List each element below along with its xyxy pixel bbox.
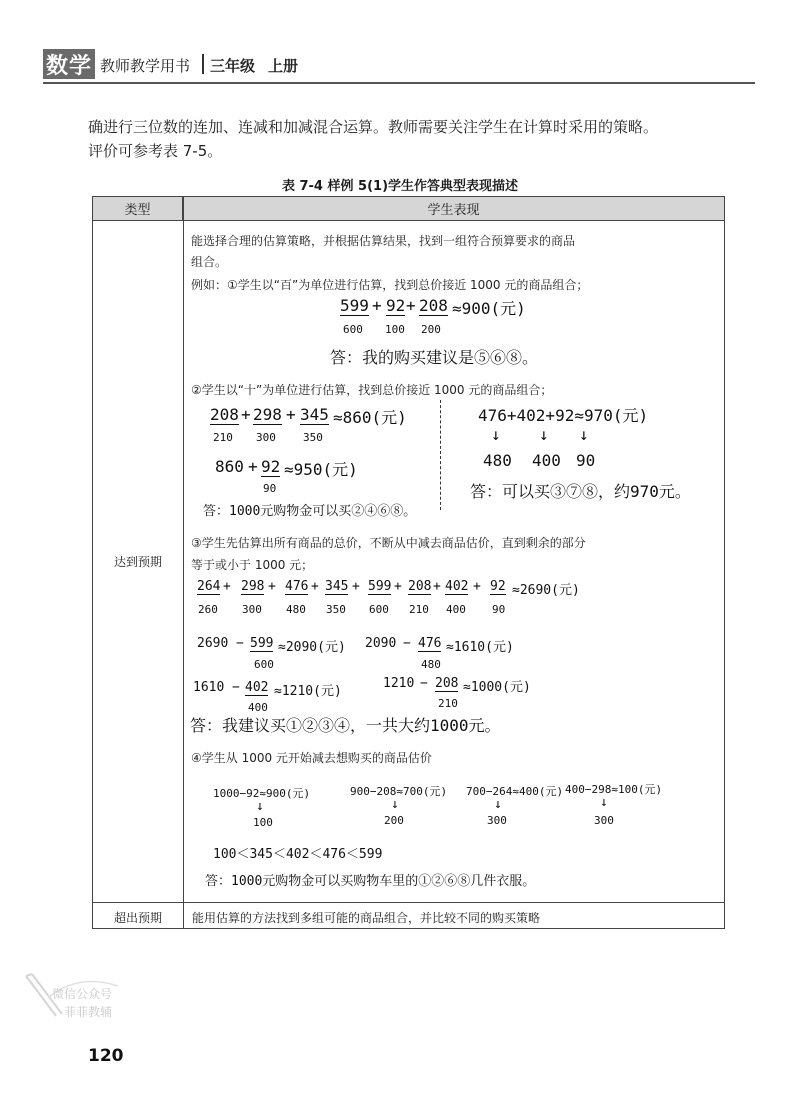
hw-op: − — [403, 636, 411, 651]
hw-op: + — [241, 405, 251, 424]
hw-result: ≈1210(元) — [274, 684, 342, 699]
book-title: 教师教学用书 — [100, 57, 191, 75]
hw-term: 298 — [241, 579, 265, 594]
hw-estimate: 100 — [385, 323, 405, 336]
hw-term: 92 — [261, 457, 281, 476]
hw-op: + — [406, 296, 416, 315]
hw-op: + — [433, 579, 441, 594]
hw-estimate: 210 — [409, 603, 429, 616]
hw-op: + — [394, 579, 402, 594]
criteria-line-1: 能选择合理的估算策略，并根据估算结果，找到一组符合预算要求的商品 — [191, 234, 576, 248]
hw-estimate: 400 — [248, 701, 268, 714]
example-1-text: 例如：①学生以“百”为单位进行估算，找到总价接近 1000 元的商品组合； — [191, 278, 589, 292]
hw-term: 599 — [368, 579, 392, 594]
hw-term: 208 — [419, 296, 448, 315]
arrow-icon: ↓ — [256, 799, 264, 814]
hw-term: 345 — [325, 579, 349, 594]
hw-estimate: 100 — [253, 816, 273, 829]
grade-label: 三年级 — [210, 57, 256, 75]
hw-op: − — [232, 680, 240, 695]
subject-logo: 数学 — [43, 49, 95, 79]
col-header-type: 类型 — [93, 197, 183, 221]
hw-term: 264 — [197, 579, 221, 594]
hw-term: 402 — [245, 680, 269, 695]
volume-label: 上册 — [268, 57, 299, 75]
intro-line-2: 评价可参考表 7-5。 — [88, 142, 223, 160]
hw-answer: 答：我建议买①②③④，一共大约1000元。 — [190, 716, 501, 735]
hw-answer: 答：我的购买建议是⑤⑥⑧。 — [330, 348, 539, 367]
example-2-divider — [440, 400, 441, 510]
column-divider — [183, 197, 184, 928]
hw-term: 860 — [215, 457, 244, 476]
row-divider — [93, 902, 724, 903]
hw-term: 476 — [418, 636, 442, 651]
row-label-meets: 达到预期 — [113, 555, 162, 569]
hw-term: 476 — [285, 579, 309, 594]
example-3-line-1: ③学生先估算出所有商品的总价，不断从中减去商品估价，直到剩余的部分 — [191, 536, 586, 550]
arrow-icon: ↓ — [600, 795, 608, 810]
hw-term: 208 — [435, 676, 459, 691]
hw-term: 92 — [490, 579, 506, 594]
hw-expression: 900−208≈700(元) — [350, 785, 448, 798]
hw-term: 599 — [340, 296, 369, 315]
hw-estimate: 210 — [438, 697, 458, 710]
hw-op: − — [420, 676, 428, 691]
hw-estimate: 400 — [446, 603, 466, 616]
hw-op: + — [352, 579, 360, 594]
hw-estimate: 600 — [343, 323, 363, 336]
hw-estimate: 480 — [483, 451, 512, 470]
header-rule — [43, 82, 755, 84]
hw-estimate: 300 — [487, 814, 507, 827]
arrow-icon: ↓ — [579, 425, 589, 444]
hw-estimate: 300 — [594, 814, 614, 827]
hw-estimate: 350 — [326, 603, 346, 616]
hw-op: + — [286, 405, 296, 424]
table-caption: 表 7-4 样例 5(1)学生作答典型表现描述 — [281, 179, 519, 194]
hw-result: ≈950(元) — [284, 460, 358, 479]
hw-term: 208 — [210, 405, 239, 424]
hw-result: ≈2090(元) — [278, 640, 346, 655]
hw-result: ≈2690(元) — [512, 583, 580, 598]
hw-estimate: 300 — [242, 603, 262, 616]
hw-estimate: 480 — [421, 658, 441, 671]
hw-term: 1210 — [383, 676, 415, 691]
watermark-line-1: 微信公众号 — [52, 987, 113, 1001]
hw-term: 345 — [300, 405, 329, 424]
hw-estimate: 260 — [198, 603, 218, 616]
header-separator — [202, 54, 204, 74]
hw-estimate: 600 — [369, 603, 389, 616]
hw-estimate: 350 — [303, 431, 323, 444]
hw-estimate: 200 — [384, 814, 404, 827]
criteria-line-2: 组合。 — [191, 255, 228, 269]
hw-term: 92 — [386, 296, 406, 315]
hw-op: + — [268, 579, 276, 594]
hw-expression: 1000−92≈900(元) — [213, 787, 311, 800]
hw-estimate: 480 — [286, 603, 306, 616]
col-header-performance: 学生表现 — [183, 197, 724, 221]
hw-op: − — [236, 636, 244, 651]
hw-estimate: 600 — [254, 658, 274, 671]
watermark-line-2: 菲菲教辅 — [64, 1005, 113, 1019]
example-4-text: ④学生从 1000 元开始减去想购买的商品估价 — [191, 751, 432, 765]
row-label-exceeds: 超出预期 — [113, 911, 162, 925]
hw-term: 1610 — [193, 680, 225, 695]
hw-answer: 答：1000元购物金可以买购物车里的①②⑥⑧几件衣服。 — [205, 874, 536, 889]
hw-result: ≈1000(元) — [463, 680, 531, 695]
hw-estimate: 200 — [421, 323, 441, 336]
hw-term: 2090 — [365, 636, 397, 651]
hw-op: + — [473, 579, 481, 594]
hw-term: 402 — [445, 579, 469, 594]
arrow-icon: ↓ — [539, 425, 549, 444]
intro-line-1: 确进行三位数的连加、连减和加减混合运算。教师需要关注学生在计算时采用的策略。 — [88, 118, 659, 136]
hw-estimate: 90 — [492, 603, 506, 616]
hw-term: 298 — [253, 405, 282, 424]
hw-result: ≈1610(元) — [446, 640, 514, 655]
hw-estimate: 90 — [263, 482, 277, 495]
hw-expression: 700−264≈400(元) — [466, 785, 564, 798]
arrow-icon: ↓ — [491, 425, 501, 444]
hw-estimate: 300 — [256, 431, 276, 444]
hw-term: 599 — [250, 636, 274, 651]
hw-term: 208 — [408, 579, 432, 594]
example-2-text: ②学生以“十”为单位进行估算，找到总价接近 1000 元的商品组合； — [191, 383, 553, 397]
arrow-icon: ↓ — [391, 797, 399, 812]
hw-term: 2690 — [197, 636, 229, 651]
hw-expression: 400−298≈100(元) — [565, 783, 663, 796]
hw-inequality: 100＜345＜402＜476＜599 — [213, 847, 383, 862]
row-exceeds-text: 能用估算的方法找到多组可能的商品组合，并比较不同的购买策略 — [192, 911, 541, 925]
hw-expression: 476+402+92≈970(元) — [478, 406, 649, 425]
hw-estimate: 90 — [576, 451, 596, 470]
hw-op: + — [372, 296, 382, 315]
hw-op: + — [223, 579, 231, 594]
hw-answer: 答：可以买③⑦⑧，约970元。 — [470, 482, 691, 501]
hw-estimate: 400 — [532, 451, 561, 470]
page-number: 120 — [88, 1046, 124, 1066]
arrow-icon: ↓ — [494, 797, 502, 812]
hw-estimate: 210 — [213, 431, 233, 444]
hw-result: ≈860(元) — [333, 408, 407, 427]
example-3-line-2: 等于或小于 1000 元； — [191, 558, 314, 572]
hw-op: + — [311, 579, 319, 594]
hw-op: + — [248, 457, 258, 476]
hw-result: ≈900(元) — [452, 299, 526, 318]
hw-answer: 答：1000元购物金可以买②④⑥⑧。 — [203, 504, 417, 519]
